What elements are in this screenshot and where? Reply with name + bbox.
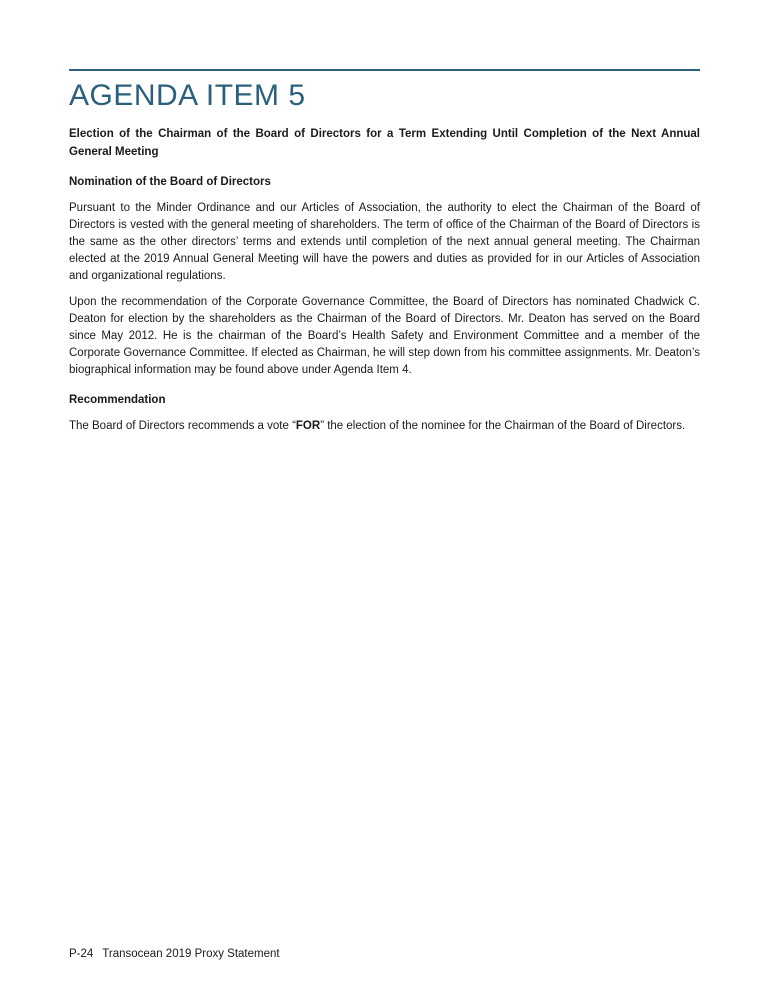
agenda-item-title: AGENDA ITEM 5 [69, 79, 306, 112]
page-footer [69, 946, 280, 962]
header-rule [69, 69, 700, 71]
recommendation-paragraph [69, 418, 700, 435]
nomination-section-heading: Nomination of the Board of Directors [69, 176, 271, 188]
election-lead-heading: Election of the Chairman of the Board of Directors for a Term Extending Until Completion of the Next Annual General Meeting [69, 128, 700, 158]
footer-page-number: P-24 [69, 948, 94, 960]
footer-document-title: Transocean 2019 Proxy Statement [102, 948, 280, 960]
recommendation-section-heading: Recommendation [69, 394, 166, 406]
recommendation-text-prefix: The Board of Directors recommends a vote “ [69, 420, 296, 432]
nomination-paragraph-1: Pursuant to the Minder Ordinance and our Articles of Association, the authority to elect the Chairman of the Board of Directors is vested with the general meeting of shareholders. The term of office of the Chairman of the Board of Directors is the same as the other directors’ terms and extends until completion of the next annual general meeting. The Chairman elected at the 2019 Annual General Meeting will have the powers and duties as provided for in our Articles of Association and organizational regulations. [69, 202, 700, 282]
content-column [69, 69, 700, 435]
vote-for-emphasis: FOR [295, 420, 321, 432]
recommendation-text-suffix: ” the election of the nominee for the Chairman of the Board of Directors. [320, 420, 686, 432]
nomination-paragraph-2: Upon the recommendation of the Corporate Governance Committee, the Board of Directors has nominated Chadwick C. Deaton for election by the shareholders as the Chairman of the Board of Directors. Mr. Deaton has served on the Board since May 2012. He is the chairman of the Board’s Health Safety and Environment Committee and a member of the Corporate Governance Committee. If elected as Chairman, he will step down from his committee assignments. Mr. Deaton’s biographical information may be found above under Agenda Item 4. [69, 296, 700, 376]
